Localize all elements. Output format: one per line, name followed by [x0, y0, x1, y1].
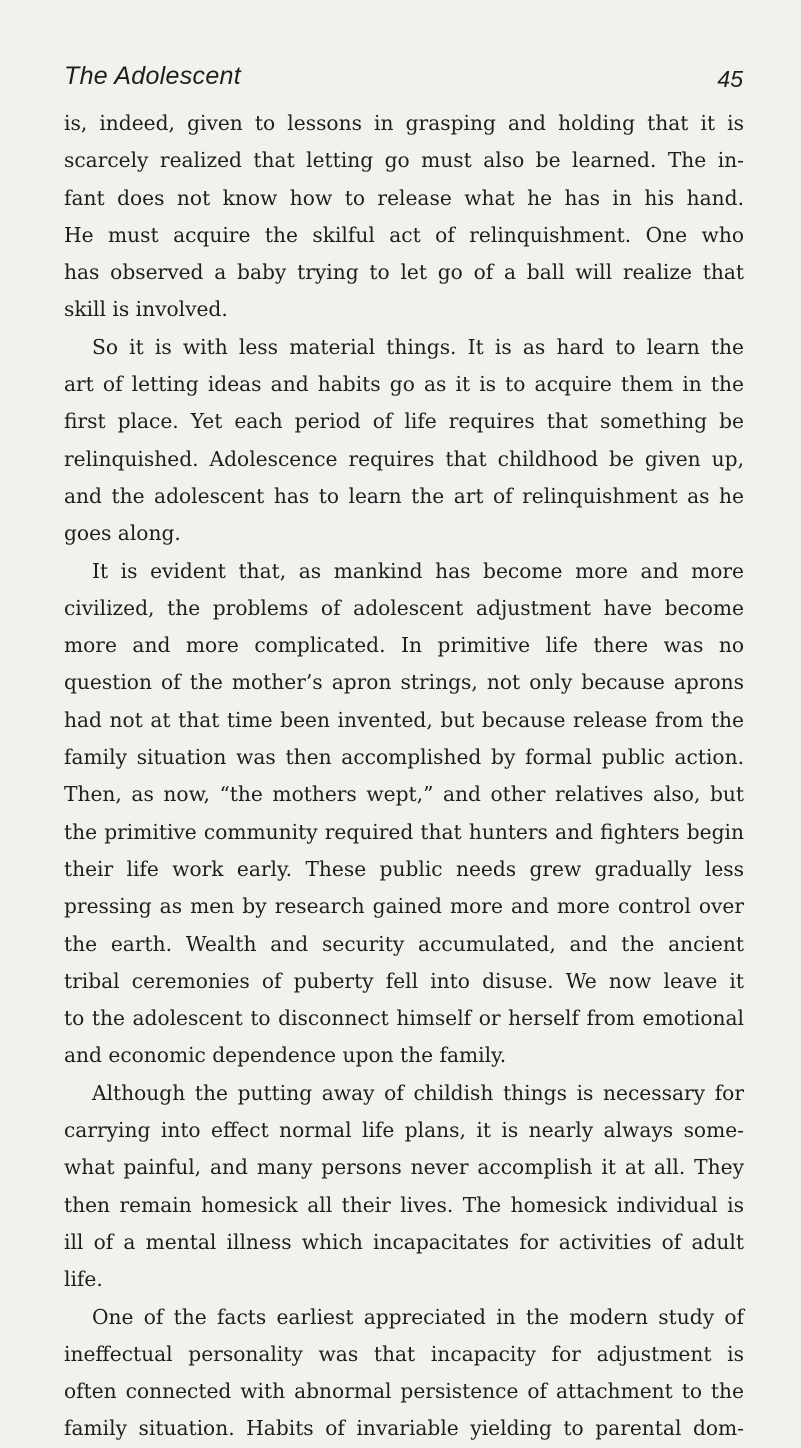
text-line: the earth. Wealth and security accumulated, and the ancient — [64, 931, 744, 956]
running-title: The Adolescent — [64, 62, 241, 90]
text-line: skill is involved. — [64, 297, 228, 322]
text-line: ineffectual personality was that incapacity for adjustment is — [64, 1341, 744, 1366]
text-line: is, indeed, given to lessons in grasping and holding that it is — [64, 111, 744, 135]
text-line: then remain homesick all their lives. The homesick individual is — [64, 1192, 744, 1217]
text-line: So it is with less material things. It is as hard to learn the — [92, 334, 744, 359]
text-line: pressing as men by research gained more and more control over — [64, 894, 744, 919]
text-line: what painful, and many persons never accomplish it at all. They — [64, 1155, 744, 1180]
text-line: ill of a mental illness which incapacitates for activities of adult — [64, 1229, 744, 1254]
text-line: their life work early. These public needs grew gradually less — [64, 856, 744, 881]
text-line: had not at that time been invented, but because release from the — [64, 707, 744, 732]
page-number: 45 — [717, 66, 743, 92]
text-line: tribal ceremonies of puberty fell into disuse. We now leave it — [64, 968, 744, 993]
text-line: He must acquire the skilful act of relinquishment. One who — [64, 222, 744, 247]
text-line: scarcely realized that letting go must also be learned. The in- — [64, 148, 744, 173]
text-line: One of the facts earliest appreciated in the modern study of — [92, 1304, 744, 1329]
text-line: question of the mother’s apron strings, not only because aprons — [64, 670, 744, 695]
text-line: and economic dependence upon the family. — [64, 1043, 507, 1068]
text-line: first place. Yet each period of life requires that something be — [64, 409, 744, 434]
running-header — [64, 62, 751, 102]
text-line: civilized, the problems of adolescent adjustment have become — [64, 595, 744, 620]
text-line: family situation was then accomplished by formal public action. — [64, 745, 744, 770]
text-line: It is evident that, as mankind has become more and more — [92, 558, 744, 583]
text-line: relinquished. Adolescence requires that childhood be given up, — [64, 446, 744, 471]
text-line: to the adolescent to disconnect himself or herself from emotional — [64, 1006, 744, 1031]
text-line: life. — [64, 1267, 103, 1292]
text-line: the primitive community required that hunters and fighters begin — [64, 819, 744, 844]
text-line: carrying into effect normal life plans, it is nearly always some- — [64, 1118, 744, 1143]
text-line: often connected with abnormal persistence of attachment to the — [64, 1379, 744, 1404]
text-line: family situation. Habits of invariable yielding to parental dom- — [64, 1416, 744, 1441]
text-line: Then, as now, “the mothers wept,” and other relatives also, but — [64, 782, 744, 807]
text-line: has observed a baby trying to let go of a ball will realize that — [64, 260, 744, 285]
text-line: and the adolescent has to learn the art of relinquishment as he — [64, 483, 744, 508]
text-line: goes along. — [64, 521, 181, 546]
text-line: fant does not know how to release what he has in his hand. — [64, 185, 744, 210]
text-line: art of letting ideas and habits go as it is to acquire them in the — [64, 372, 744, 397]
body-text — [64, 105, 744, 1448]
text-line: more and more complicated. In primitive life there was no — [64, 633, 744, 658]
text-line: Although the putting away of childish things is necessary for — [92, 1080, 744, 1105]
